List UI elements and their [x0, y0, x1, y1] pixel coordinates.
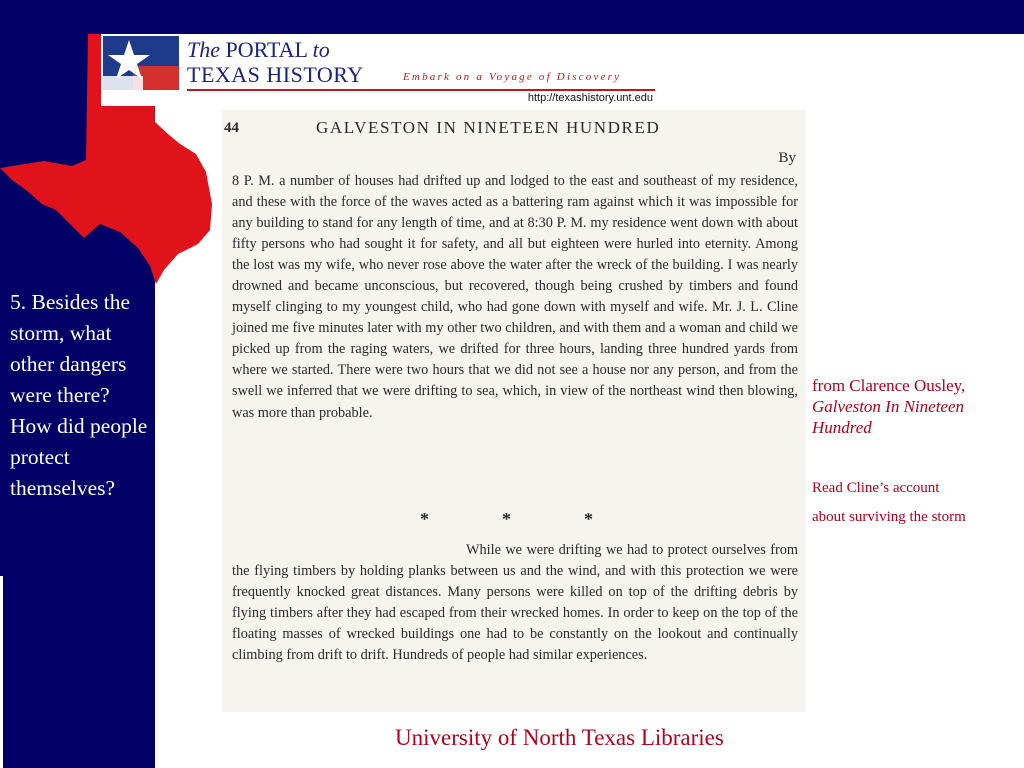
scanned-book-page: [222, 110, 806, 712]
section-break: [222, 509, 806, 529]
portal-logo[interactable]: [101, 34, 657, 106]
read-note-line-2: about surviving the storm: [812, 509, 966, 525]
logo-tagline: Embark on a Voyage of Discovery: [403, 71, 622, 83]
texas-flag-star-icon: [103, 36, 179, 90]
logo-title-texas-history: TEXAS HISTORY: [187, 62, 364, 87]
logo-title-to: to: [312, 37, 330, 62]
citation-prefix: from Clarence Ousley,: [812, 376, 966, 395]
running-head: GALVESTON IN NINETEEN HUNDRED: [316, 118, 661, 137]
section-break-asterisk-3: *: [584, 509, 593, 529]
read-note-line-1: Read Cline’s account: [812, 480, 940, 496]
paragraph-1-lead-word: By: [778, 150, 796, 166]
paragraph-2: While we were drifting we had to protect ourselves from the flying timbers by holding planks between us and the wind, and with this protection we were frequently knocked great distances. Many persons were killed on top of the drifting debris by flying timbers after they had escaped from their wrecked homes. In order to keep on the top of the floating masses of wrecked buildings one had to be constantly on the lookout and continually climbing from drift to drift. Hundreds of people had similar experiences.: [232, 542, 798, 663]
left-edge-strip: [0, 576, 3, 768]
citation: [812, 375, 1022, 438]
footer-credit: University of North Texas Libraries: [395, 725, 724, 750]
logo-url[interactable]: http://texashistory.unt.edu: [527, 92, 653, 104]
logo-title-line-1: [187, 37, 330, 63]
page-number: 44: [224, 120, 239, 136]
section-break-asterisk-2: *: [502, 509, 511, 529]
logo-title-the: The: [187, 37, 220, 62]
citation-book-title: Galveston In Nineteen Hundred: [812, 397, 965, 437]
read-note: [812, 474, 1022, 532]
logo-divider: [187, 89, 655, 91]
paragraph-1: 8 P. M. a number of houses had drifted up and lodged to the east and southeast of my residence, and these with the force of the waves acted as a battering ram against which it was impossible for any building to stand for any length of time, and at 8:30 P. M. my residence went down with about fifty persons who had sought it for safety, and all but eighteen were hurled into eternity. Among the lost was my wife, who never rose above the water after the wreck of the building. I was nearly drowned and became unconscious, but recovered, though being crushed by timbers and found myself clinging to my youngest child, who had gone down with myself and wife. Mr. J. L. Cline joined me five minutes later with my other two children, and with them and a woman and child we picked up from the raging waters, we drifted for three hours, landing three hundred yards from where we started. There were two hours that we did not see a house nor any person, and from the swell we inferred that we were drifting to sea, which, in view of the northeast wind then blowing, was more than probable.: [232, 173, 798, 421]
logo-title-portal: PORTAL: [225, 37, 308, 62]
section-break-asterisk-1: *: [420, 509, 429, 529]
question-text: 5. Besides the storm, what other dangers were there? How did people protect themselves?: [10, 290, 148, 500]
